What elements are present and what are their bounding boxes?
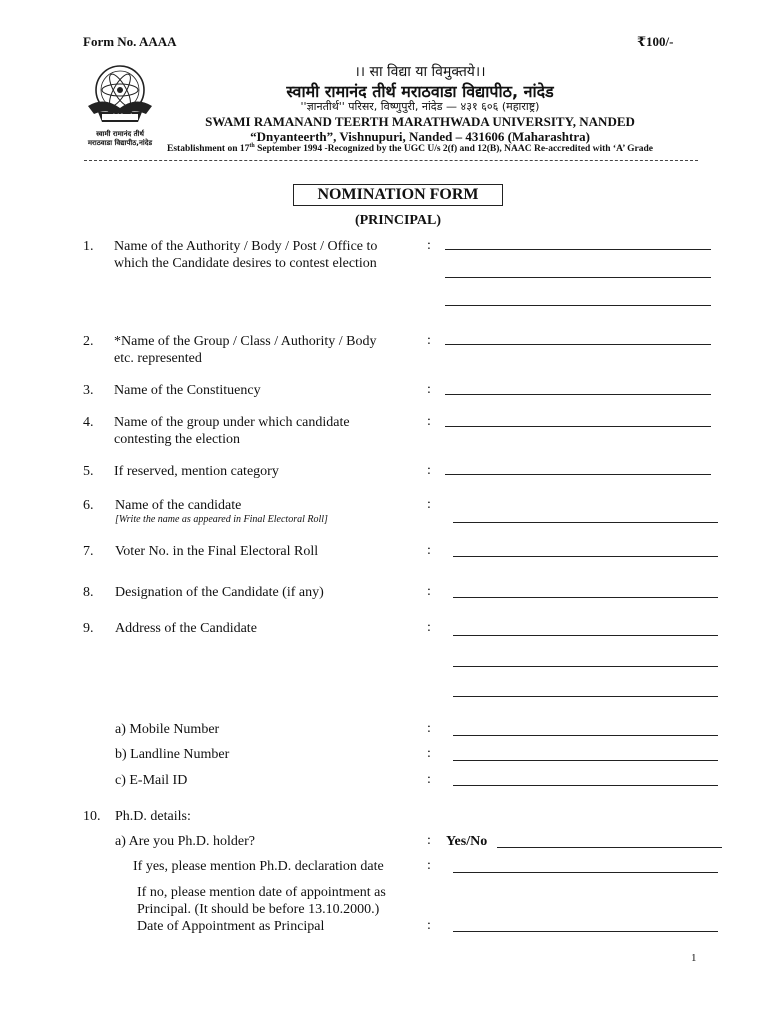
phd-holder-label: a) Are you Ph.D. holder? [115,834,255,849]
item-label: Name of the group under which candidate [114,415,350,430]
item-label: *Name of the Group / Class / Authority / Body [114,334,377,349]
logo-caption-1: स्वामी रामानंद तीर्थ [96,130,144,138]
phd-answer-field[interactable] [497,847,722,848]
phd-date-field[interactable] [453,872,718,873]
colon: : [427,463,431,478]
motto: ।। सा विद्या या विमुक्तये।। [354,64,486,80]
colon: : [427,414,431,429]
colon: : [427,620,431,635]
colon: : [427,833,431,848]
colon: : [427,584,431,599]
university-name-english: SWAMI RAMANAND TEERTH MARATHWADA UNIVERSITY, NANDED [205,114,635,129]
landline-field[interactable] [453,760,718,761]
item-label: If reserved, mention category [114,464,279,479]
colon: : [427,238,431,253]
address-field[interactable] [453,696,718,697]
address-marathi: ''ज्ञानतीर्थ'' परिसर, विष्णुपुरी, नांदेड — ४३१ ६०६ (महाराष्ट्र) [300,100,540,113]
authority-field[interactable] [445,249,711,250]
email-field[interactable] [453,785,718,786]
address-field[interactable] [453,635,718,636]
appointment-date-field[interactable] [453,931,718,932]
colon: : [427,382,431,397]
category-field[interactable] [445,474,711,475]
item-number: 1. [83,239,94,254]
item-label: Voter No. in the Final Electoral Roll [115,544,319,559]
colon: : [427,721,431,736]
establishment-line: Establishment on 17th September 1994 -Recognized by the UGC U/s 2(f) and 12(B), NAAC Re-accredited with ‘A’ Grade [167,143,653,155]
phd-date-label: If yes, please mention Ph.D. declaration date [133,859,384,874]
header-divider [84,160,698,161]
item-number: 6. [83,498,94,513]
form-number: Form No. AAAA [83,34,177,49]
item-number: 4. [83,415,94,430]
colon: : [427,918,431,933]
university-logo [80,62,160,152]
university-name-marathi: स्वामी रामानंद तीर्थ मराठवाडा विद्यापीठ, नांदेड [286,82,554,101]
address-field[interactable] [453,666,718,667]
item-label: Address of the Candidate [115,621,257,636]
item-number: 2. [83,334,94,349]
item-label: Name of the Constituency [114,383,261,398]
item-note: [Write the name as appeared in Final Electoral Roll] [115,514,328,525]
no-phd-label: If no, please mention date of appointment as [137,885,386,900]
colon: : [427,858,431,873]
landline-label: b) Landline Number [115,747,230,762]
candidate-group-field[interactable] [445,426,711,427]
appointment-date-label: Date of Appointment as Principal [137,919,325,934]
item-label: Name of the Authority / Body / Post / Office to [114,239,378,254]
item-number: 5. [83,464,94,479]
form-subtitle: (PRINCIPAL) [354,213,442,228]
mobile-field[interactable] [453,735,718,736]
item-number: 8. [83,585,94,600]
group-field[interactable] [445,344,711,345]
constituency-field[interactable] [445,394,711,395]
authority-field[interactable] [445,277,711,278]
form-fee: ₹100/- [637,34,674,49]
colon: : [427,543,431,558]
item-label: Designation of the Candidate (if any) [115,585,324,600]
item-number: 7. [83,544,94,559]
no-phd-label: Principal. (It should be before 13.10.2000.) [137,902,380,917]
authority-field[interactable] [445,305,711,306]
item-number: 9. [83,621,94,636]
address-english: “Dnyanteerth”, Vishnupuri, Nanded – 431606 (Maharashtra) [250,129,590,144]
form-title: NOMINATION FORM [293,184,503,206]
phd-answer-options: Yes/No [446,834,488,849]
item-label: Name of the candidate [115,498,242,513]
logo-caption-2: मराठवाडा विद्यापीठ,नांदेड [87,139,153,147]
item-label: etc. represented [114,351,202,366]
colon: : [427,746,431,761]
item-number: 3. [83,383,94,398]
item-label: which the Candidate desires to contest election [114,256,377,271]
item-label: Ph.D. details: [115,809,191,824]
colon: : [427,772,431,787]
email-label: c) E-Mail ID [115,773,188,788]
colon: : [427,497,431,512]
designation-field[interactable] [453,597,718,598]
voter-number-field[interactable] [453,556,718,557]
item-number: 10. [83,809,101,824]
mobile-label: a) Mobile Number [115,722,220,737]
candidate-name-field[interactable] [453,522,718,523]
page-number: 1 [691,952,697,964]
logo-banner: ज्ञानतीर्थ विद्यापीठ [104,114,136,120]
colon: : [427,333,431,348]
item-label: contesting the election [114,432,240,447]
